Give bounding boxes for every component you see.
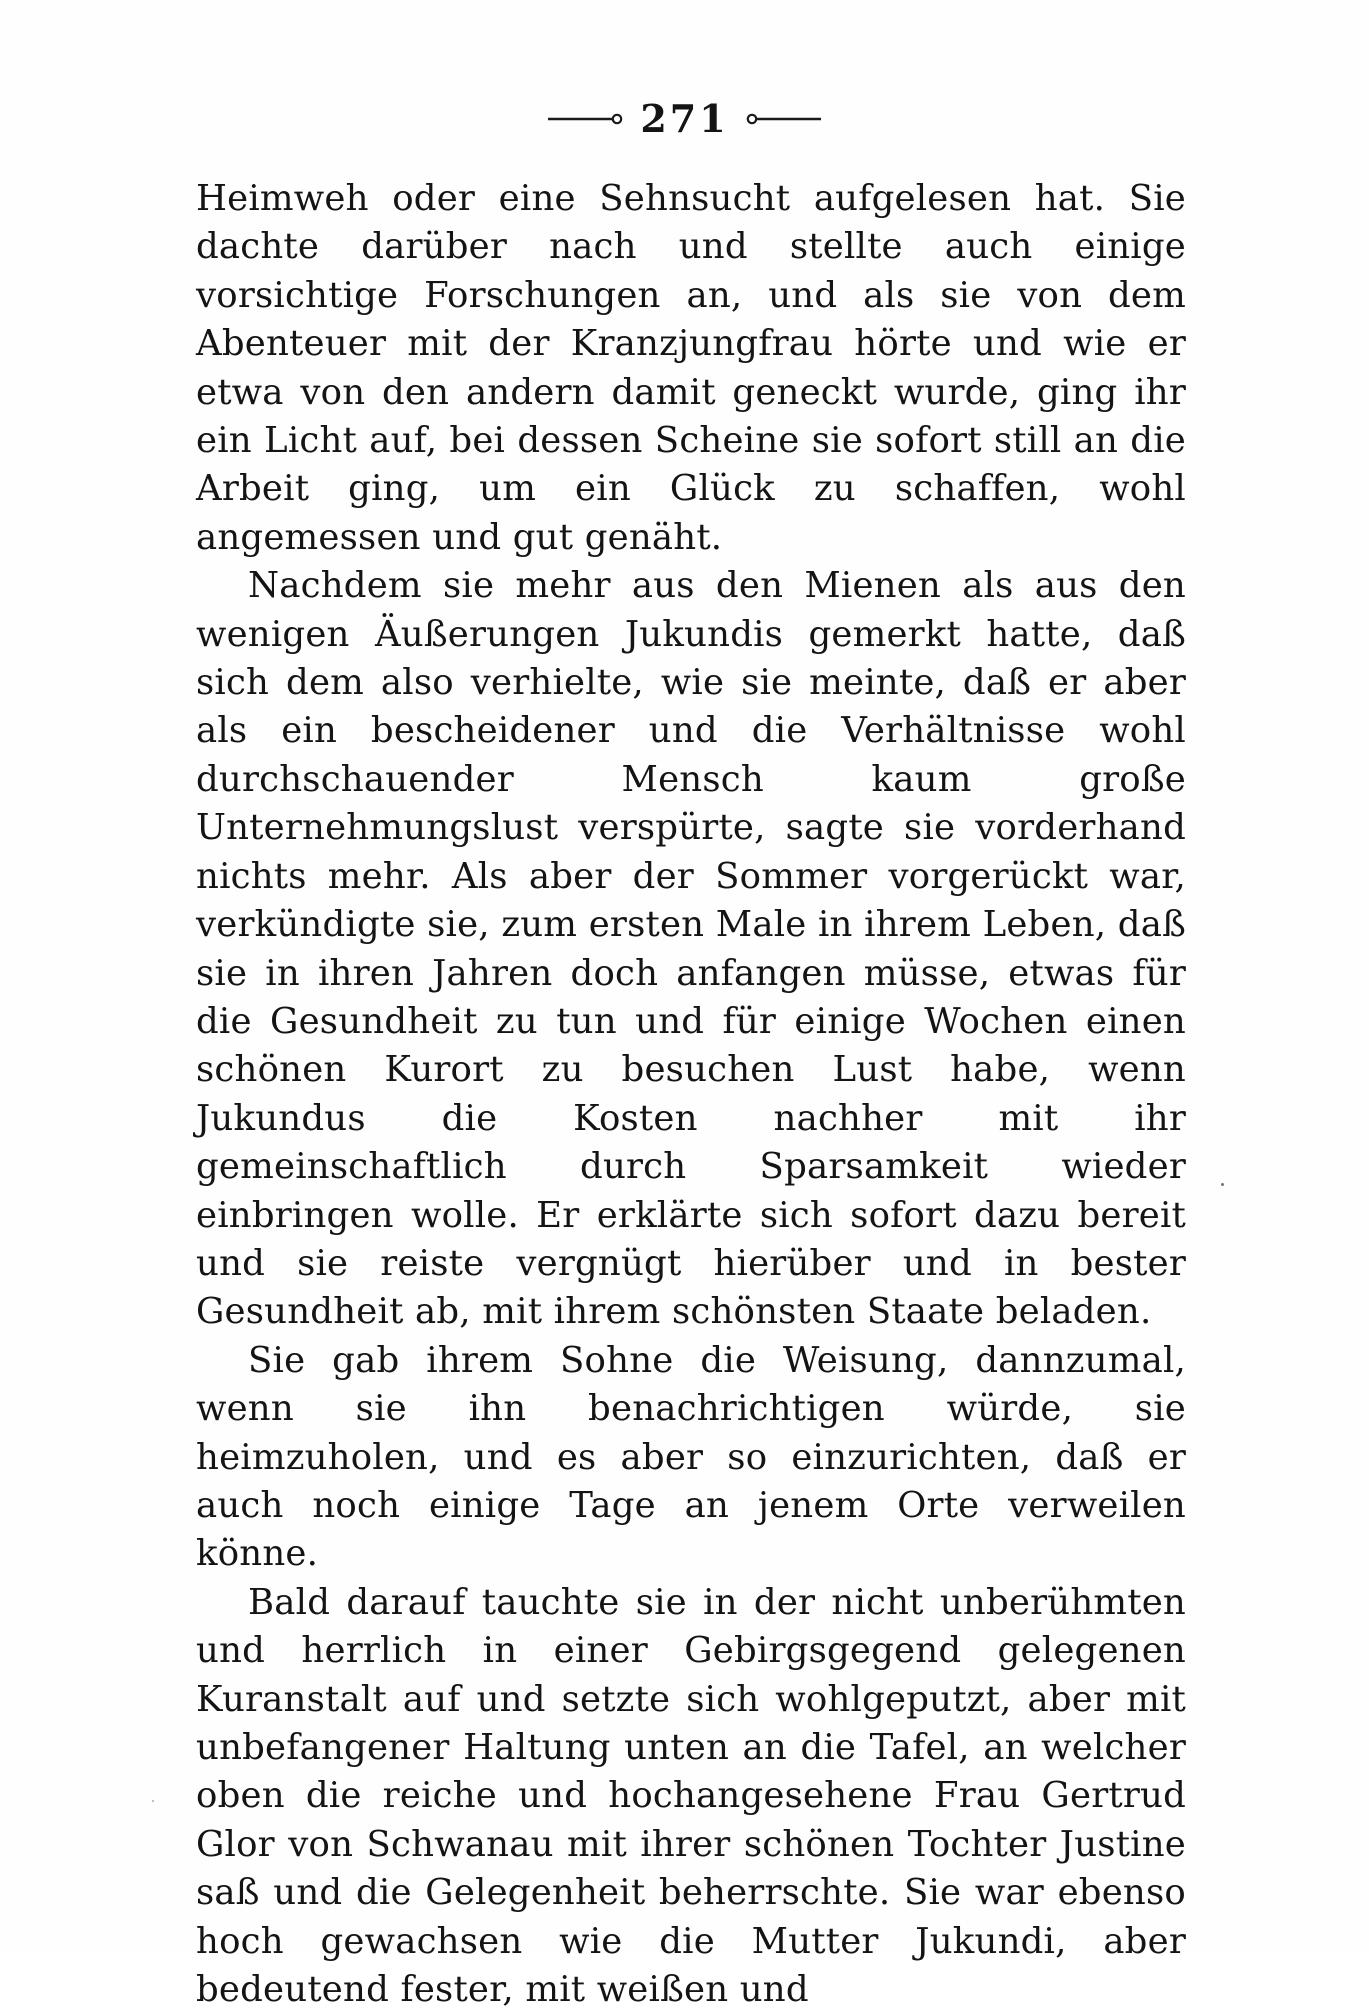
page-number: 271	[640, 96, 729, 141]
paragraph: Nachdem sie mehr aus den Mienen als aus den wenigen Äußerungen Jukundis gemerkt hatte, daß sich dem also verhielte, wie sie meinte, daß er aber als ein bescheidener und die Verhältnisse wohl durchschauender Mensch kaum große Unternehmungslust verspürte, sagte sie vorderhand nichts mehr. Als aber der Sommer vorgerückt war, verkündigte sie, zum ersten Male in ihrem Leben, daß sie in ihren Jahren doch anfangen müsse, etwas für die Gesundheit zu tun und für einige Wochen einen schönen Kurort zu besuchen Lust habe, wenn Jukundus die Kosten nachher mit ihr gemeinschaftlich durch Sparsamkeit wieder einbringen wolle. Er erklärte sich sofort dazu bereit und sie reiste vergnügt hierüber und in bester Gesundheit ab, mit ihrem schönsten Staate beladen.	[196, 565, 1186, 1333]
page-header	[0, 96, 1369, 141]
paragraph: Bald darauf tauchte sie in der nicht unberühmten und herrlich in einer Gebirgsgegend gelegenen Kuranstalt auf und setzte sich wohlgeputzt, aber mit unbefangener Haltung unten an die Tafel, an welcher oben die reiche und hochangesehene Frau Gertrud Glor von Schwanau mit ihrer schönen Tochter Justine saß und die Gelegenheit beherrschte. Sie war ebenso hoch gewachsen wie die Mutter Jukundi, aber bedeutend fester, mit weißen und	[196, 1581, 1186, 2011]
right-ornament-rule-icon	[745, 111, 823, 127]
body-text	[196, 175, 1186, 2014]
paragraph: Heimweh oder eine Sehnsucht aufgelesen hat. Sie dachte darüber nach und stellte auch einige vorsichtige Forschungen an, und als sie von dem Abenteuer mit der Kranzjungfrau hörte und wie er etwa von den andern damit geneckt wurde, ging ihr ein Licht auf, bei dessen Scheine sie sofort still an die Arbeit ging, um ein Glück zu schaffen, wohl angemessen und gut genäht.	[196, 178, 1186, 558]
paragraph: Sie gab ihrem Sohne die Weisung, dannzumal, wenn sie ihn benachrichtigen würde, sie heimzuholen, und es aber so einzurichten, daß er auch noch einige Tage an jenem Orte verweilen könne.	[196, 1339, 1186, 1575]
left-ornament-rule-icon	[546, 111, 624, 127]
paper-speck	[152, 1800, 154, 1802]
paper-speck	[1221, 1183, 1224, 1186]
